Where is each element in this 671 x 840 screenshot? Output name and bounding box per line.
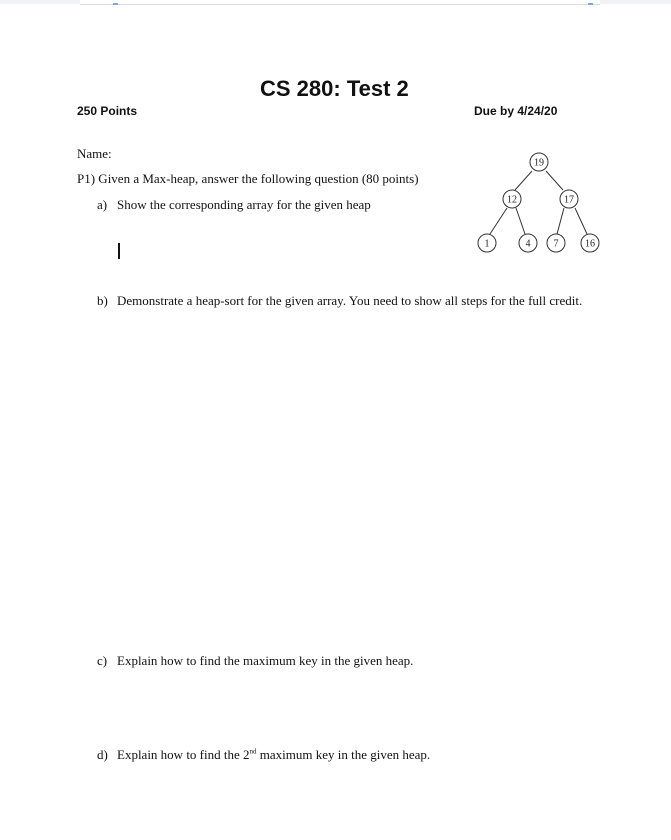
heap-node-label: 17 <box>564 194 574 206</box>
edge-19-12 <box>515 171 532 190</box>
heap-node-label: 4 <box>525 238 531 250</box>
question-a-text: Show the corresponding array for the given heap <box>117 197 371 212</box>
question-c-marker: c) <box>97 653 108 668</box>
question-d-marker: d) <box>97 747 108 762</box>
question-d-text-pre: Explain how to find the 2 <box>117 747 250 762</box>
top-edge-right <box>600 0 671 4</box>
top-edge-left <box>0 0 80 4</box>
edge-17-16 <box>575 208 587 234</box>
question-c-text: Explain how to find the maximum key in the given heap. <box>117 653 414 668</box>
due-date-label: Due by 4/24/20 <box>474 104 558 118</box>
question-b-marker: b) <box>97 293 108 308</box>
question-d-text-post: maximum key in the given heap. <box>256 747 431 762</box>
question-b-text: Demonstrate a heap-sort for the given array. You need to show all steps for the full credit. <box>117 293 583 308</box>
edge-12-1 <box>490 208 507 234</box>
heap-node-label: 16 <box>585 238 595 250</box>
right-margin-marker[interactable] <box>588 0 593 5</box>
edge-17-7 <box>557 208 564 234</box>
points-label: 250 Points <box>77 104 138 118</box>
heap-node-label: 12 <box>507 194 517 206</box>
left-margin-marker[interactable] <box>113 0 118 5</box>
heap-node-label: 1 <box>484 238 490 250</box>
max-heap-diagram <box>470 150 610 260</box>
edge-19-17 <box>546 171 563 190</box>
question-d-text <box>117 747 430 763</box>
page-top-edge <box>0 0 671 6</box>
name-label: Name: <box>77 146 112 161</box>
top-edge-divider <box>80 4 600 5</box>
heap-node-label: 19 <box>534 157 544 169</box>
question-a-marker: a) <box>97 197 108 212</box>
heap-node-label: 7 <box>553 238 559 250</box>
problem-1-prompt: P1) Given a Max-heap, answer the following question (80 points) <box>77 171 419 186</box>
question-d-superscript: nd <box>249 747 257 756</box>
edge-12-4 <box>516 208 525 234</box>
test-title: CS 280: Test 2 <box>260 76 409 101</box>
text-cursor <box>118 243 120 259</box>
